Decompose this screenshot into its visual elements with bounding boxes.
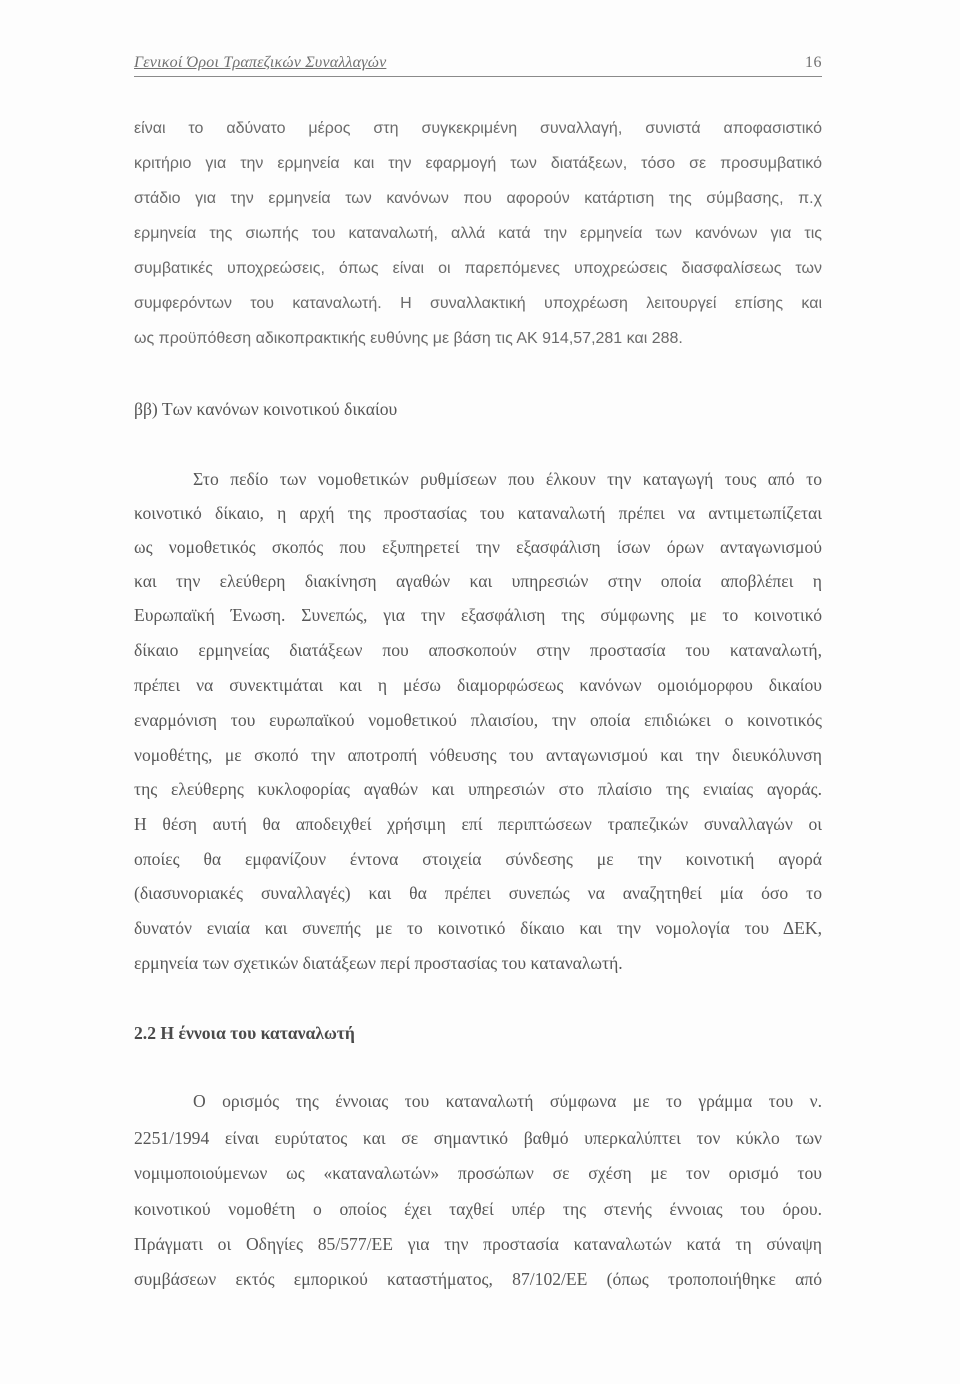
paragraph-line: 2251/1994 είναι ευρύτατος και σε σημαντικό βαθμό υπερκαλύπτει τον κύκλο των xyxy=(134,1128,822,1148)
paragraph-line: Η θέση αυτή θα αποδειχθεί χρήσιμη επί περιπτώσεων τραπεζικών συναλλαγών οι xyxy=(134,814,822,834)
paragraph-line: εναρμόνιση του ευρωπαϊκού νομοθετικού πλαισίου, την οποία επιδιώκει ο κοινοτικός xyxy=(134,710,822,730)
paragraph-line: νομιμοποιούμενων ως «καταναλωτών» προσώπων σε σχέση με τον ορισμό του xyxy=(134,1163,822,1183)
paragraph-line: Ευρωπαϊκή Ένωση. Συνεπώς, για την εξασφάλιση της σύμφωνης με το κοινοτικό xyxy=(134,605,822,625)
paragraph-line: Πράγματι οι Οδηγίες 85/577/ΕΕ για την προστασία καταναλωτών κατά τη σύναψη xyxy=(134,1234,822,1254)
paragraph-line: της ελεύθερης κυκλοφορίας αγαθών και υπηρεσιών στο πλαίσιο της ενιαίας αγοράς. xyxy=(134,779,822,799)
header-title: Γενικοί Όροι Τραπεζικών Συναλλαγών xyxy=(134,54,387,71)
paragraph-line: συμβάσεων εκτός εμπορικού καταστήματος, 87/102/ΕΕ (όπως τροποποιήθηκε από xyxy=(134,1269,822,1289)
paragraph-line: κοινοτικού νομοθέτη ο οποίος έχει ταχθεί υπέρ της στενής έννοιας του όρου. xyxy=(134,1199,822,1219)
paragraph-line: κριτήριο για την ερμηνεία και την εφαρμογή των διατάξεων, τόσο σε προσυμβατικό xyxy=(134,155,822,172)
paragraph-line: Ο ορισμός της έννοιας του καταναλωτή σύμφωνα με το γράμμα του ν. xyxy=(193,1091,822,1111)
paragraph-line: δίκαιο ερμηνείας διατάξεων που αποσκοπούν στην προστασία του καταναλωτή, xyxy=(134,640,822,660)
paragraph-line: κοινοτικό δίκαιο, η αρχή της προστασίας του καταναλωτή πρέπει να αντιμετωπίζεται xyxy=(134,503,822,523)
paragraph-line: συμφερόντων του καταναλωτή. Η συναλλακτική υποχρέωση λειτουργεί επίσης και xyxy=(134,295,822,312)
paragraph-line: Στο πεδίο των νομοθετικών ρυθμίσεων που έλκουν την καταγωγή τους από το xyxy=(193,469,822,489)
paragraph-line: πρέπει να συνεκτιμάται και η μέσω διαμορφώσεως κανόνων ομοιόμορφου δικαίου xyxy=(134,675,822,695)
paragraph-line: δυνατόν ενιαία και συνεπής με το κοινοτικό δίκαιο και την νομολογία του ΔΕΚ, xyxy=(134,918,822,938)
section-heading: 2.2 Η έννοια του καταναλωτή xyxy=(134,1023,355,1043)
paragraph-line: είναι το αδύνατο μέρος στη συγκεκριμένη συναλλαγή, συνιστά αποφασιστικό xyxy=(134,120,822,137)
paragraph-line: ερμηνεία των σχετικών διατάξεων περί προστασίας του καταναλωτή. xyxy=(134,953,623,973)
paragraph-line: στάδιο για την ερμηνεία των κανόνων που αφορούν κατάρτιση της σύμβασης, π.χ xyxy=(134,190,822,207)
paragraph-line: ερμηνεία της σιωπής του καταναλωτή, αλλά κατά την ερμηνεία των κανόνων για τις xyxy=(134,225,822,242)
paragraph-line: οποίες θα εμφανίζουν έντονα στοιχεία σύνδεσης με την κοινοτική αγορά xyxy=(134,849,822,869)
paragraph-line: ως νομοθετικός σκοπός που εξυπηρετεί την εξασφάλιση ίσων όρων ανταγωνισμού xyxy=(134,537,822,557)
paragraph-line: και την ελεύθερη διακίνηση αγαθών και υπηρεσιών στην οποία αποβλέπει η xyxy=(134,571,822,591)
paragraph-line: νομοθέτης, με σκοπό την αποτροπή νόθευσης του ανταγωνισμού και την διευκόλυνση xyxy=(134,745,822,765)
subheading: ββ) Των κανόνων κοινοτικού δικαίου xyxy=(134,399,398,419)
running-header xyxy=(134,54,822,77)
paragraph-line: συμβατικές υποχρεώσεις, όπως είναι οι παρεπόμενες υποχρεώσεις διασφαλίσεως των xyxy=(134,260,822,277)
page-number: 16 xyxy=(805,54,822,71)
paragraph-line: ως προϋπόθεση αδικοπρακτικής ευθύνης με βάση τις ΑΚ 914,57,281 και 288. xyxy=(134,330,683,347)
paragraph-line: (διασυνοριακές συναλλαγές) και θα πρέπει συνεπώς να αναζητηθεί μία όσο το xyxy=(134,883,822,903)
